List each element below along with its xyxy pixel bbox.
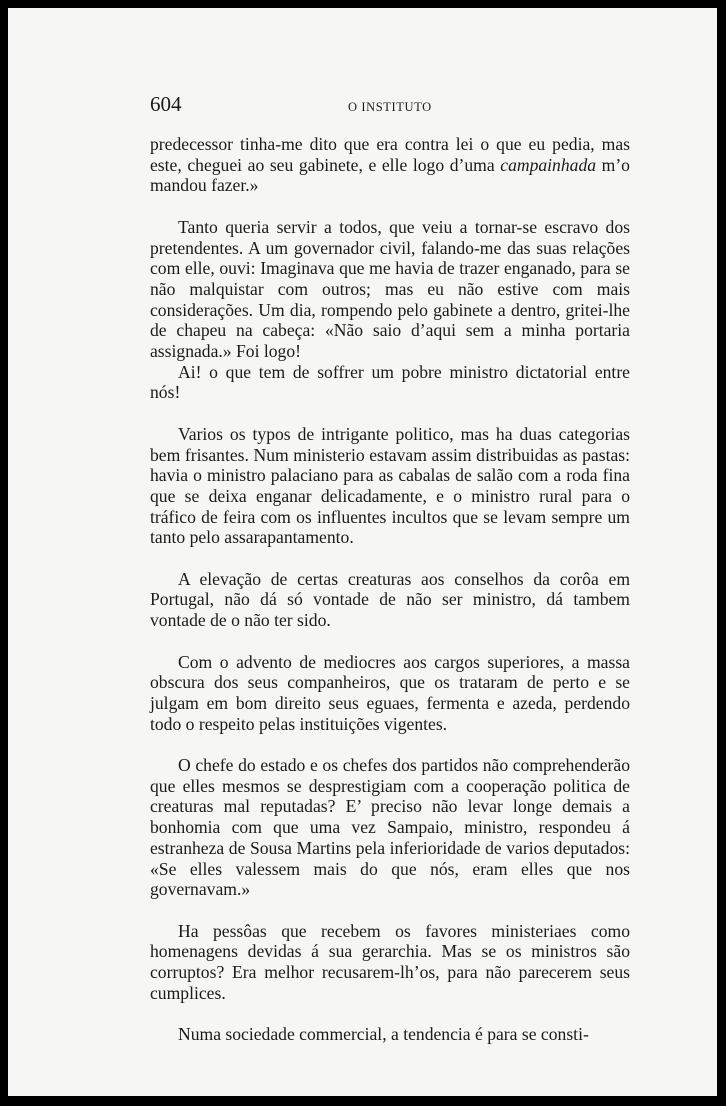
paragraph: Ha pessôas que recebem os favores ministeriaes como homenagens devidas á sua gerarchia. Mas se os ministros são corruptos? Era melhor recusarem-lh’os, para não parecerem seus cumplices.: [150, 920, 630, 1003]
book-page: [8, 8, 717, 1096]
paragraph-continuation: [150, 134, 630, 196]
paragraph: Com o advento de mediocres aos cargos superiores, a massa obscura dos seus companheiros, que os trataram de perto e se julgam em bom direito seus eguaes, fermenta e azeda, perdendo todo o respeito pelas instituições vigentes.: [150, 651, 630, 734]
page-number: 604: [150, 92, 182, 116]
paragraph: Ai! o que tem de soffrer um pobre ministro dictatorial entre nós!: [150, 361, 630, 403]
italic-word: campainhada: [500, 154, 597, 175]
page-header: [150, 92, 630, 122]
running-title: O INSTITUTO: [348, 100, 432, 114]
paragraph: Numa sociedade commercial, a tendencia é para se consti-: [178, 1024, 589, 1045]
paragraph: Varios os typos de intrigante politico, mas ha duas categorias bem frisantes. Num ministerio estavam assim distribuidas as pastas: havia o ministro palaciano para as cabalas de salão com a roda fina que se deixa enganar delicadamente, e o ministro rural para o tráfico de feira com os influentes incultos que se levam sempre um tanto pelo assarapantamento.: [150, 423, 630, 548]
paragraph: O chefe do estado e os chefes dos partidos não comprehenderão que elles mesmos se desprestigiam com a cooperação politica de creaturas mal reputadas? E’ preciso não levar longe demais a bonhomia com que uma vez Sampaio, ministro, respondeu á estranheza de Sousa Martins pela inferioridade de varios deputados: «Se elles valessem mais do que nós, eram elles que nos governavam.»: [150, 755, 630, 900]
paragraph: Tanto queria servir a todos, que veiu a tornar-se escravo dos pretendentes. A um governador civil, falando-me das suas relações com elle, ouvi: Imaginava que me havia de trazer enganado, para se não malquistar com outros; mas eu não estive com mais considerações. Um dia, rompendo pelo gabinete a dentro, gritei-lhe de chapeu na cabeça: «Não saio d’aqui sem a minha portaria assignada.» Foi logo!: [150, 216, 630, 362]
page-body: [150, 134, 630, 1045]
paragraph-text: predecessor tinha-me dito que era contra lei o que eu pedia, mas este, cheguei ao seu gabinete, e elle logo d’uma: [150, 134, 630, 175]
paragraph-text: m’o mandou fazer.»: [150, 154, 630, 196]
paragraph: A elevação de certas creaturas aos conselhos da corôa em Portugal, não dá só vontade de não ser ministro, dá tambem vontade de o não ter sido.: [150, 568, 630, 631]
